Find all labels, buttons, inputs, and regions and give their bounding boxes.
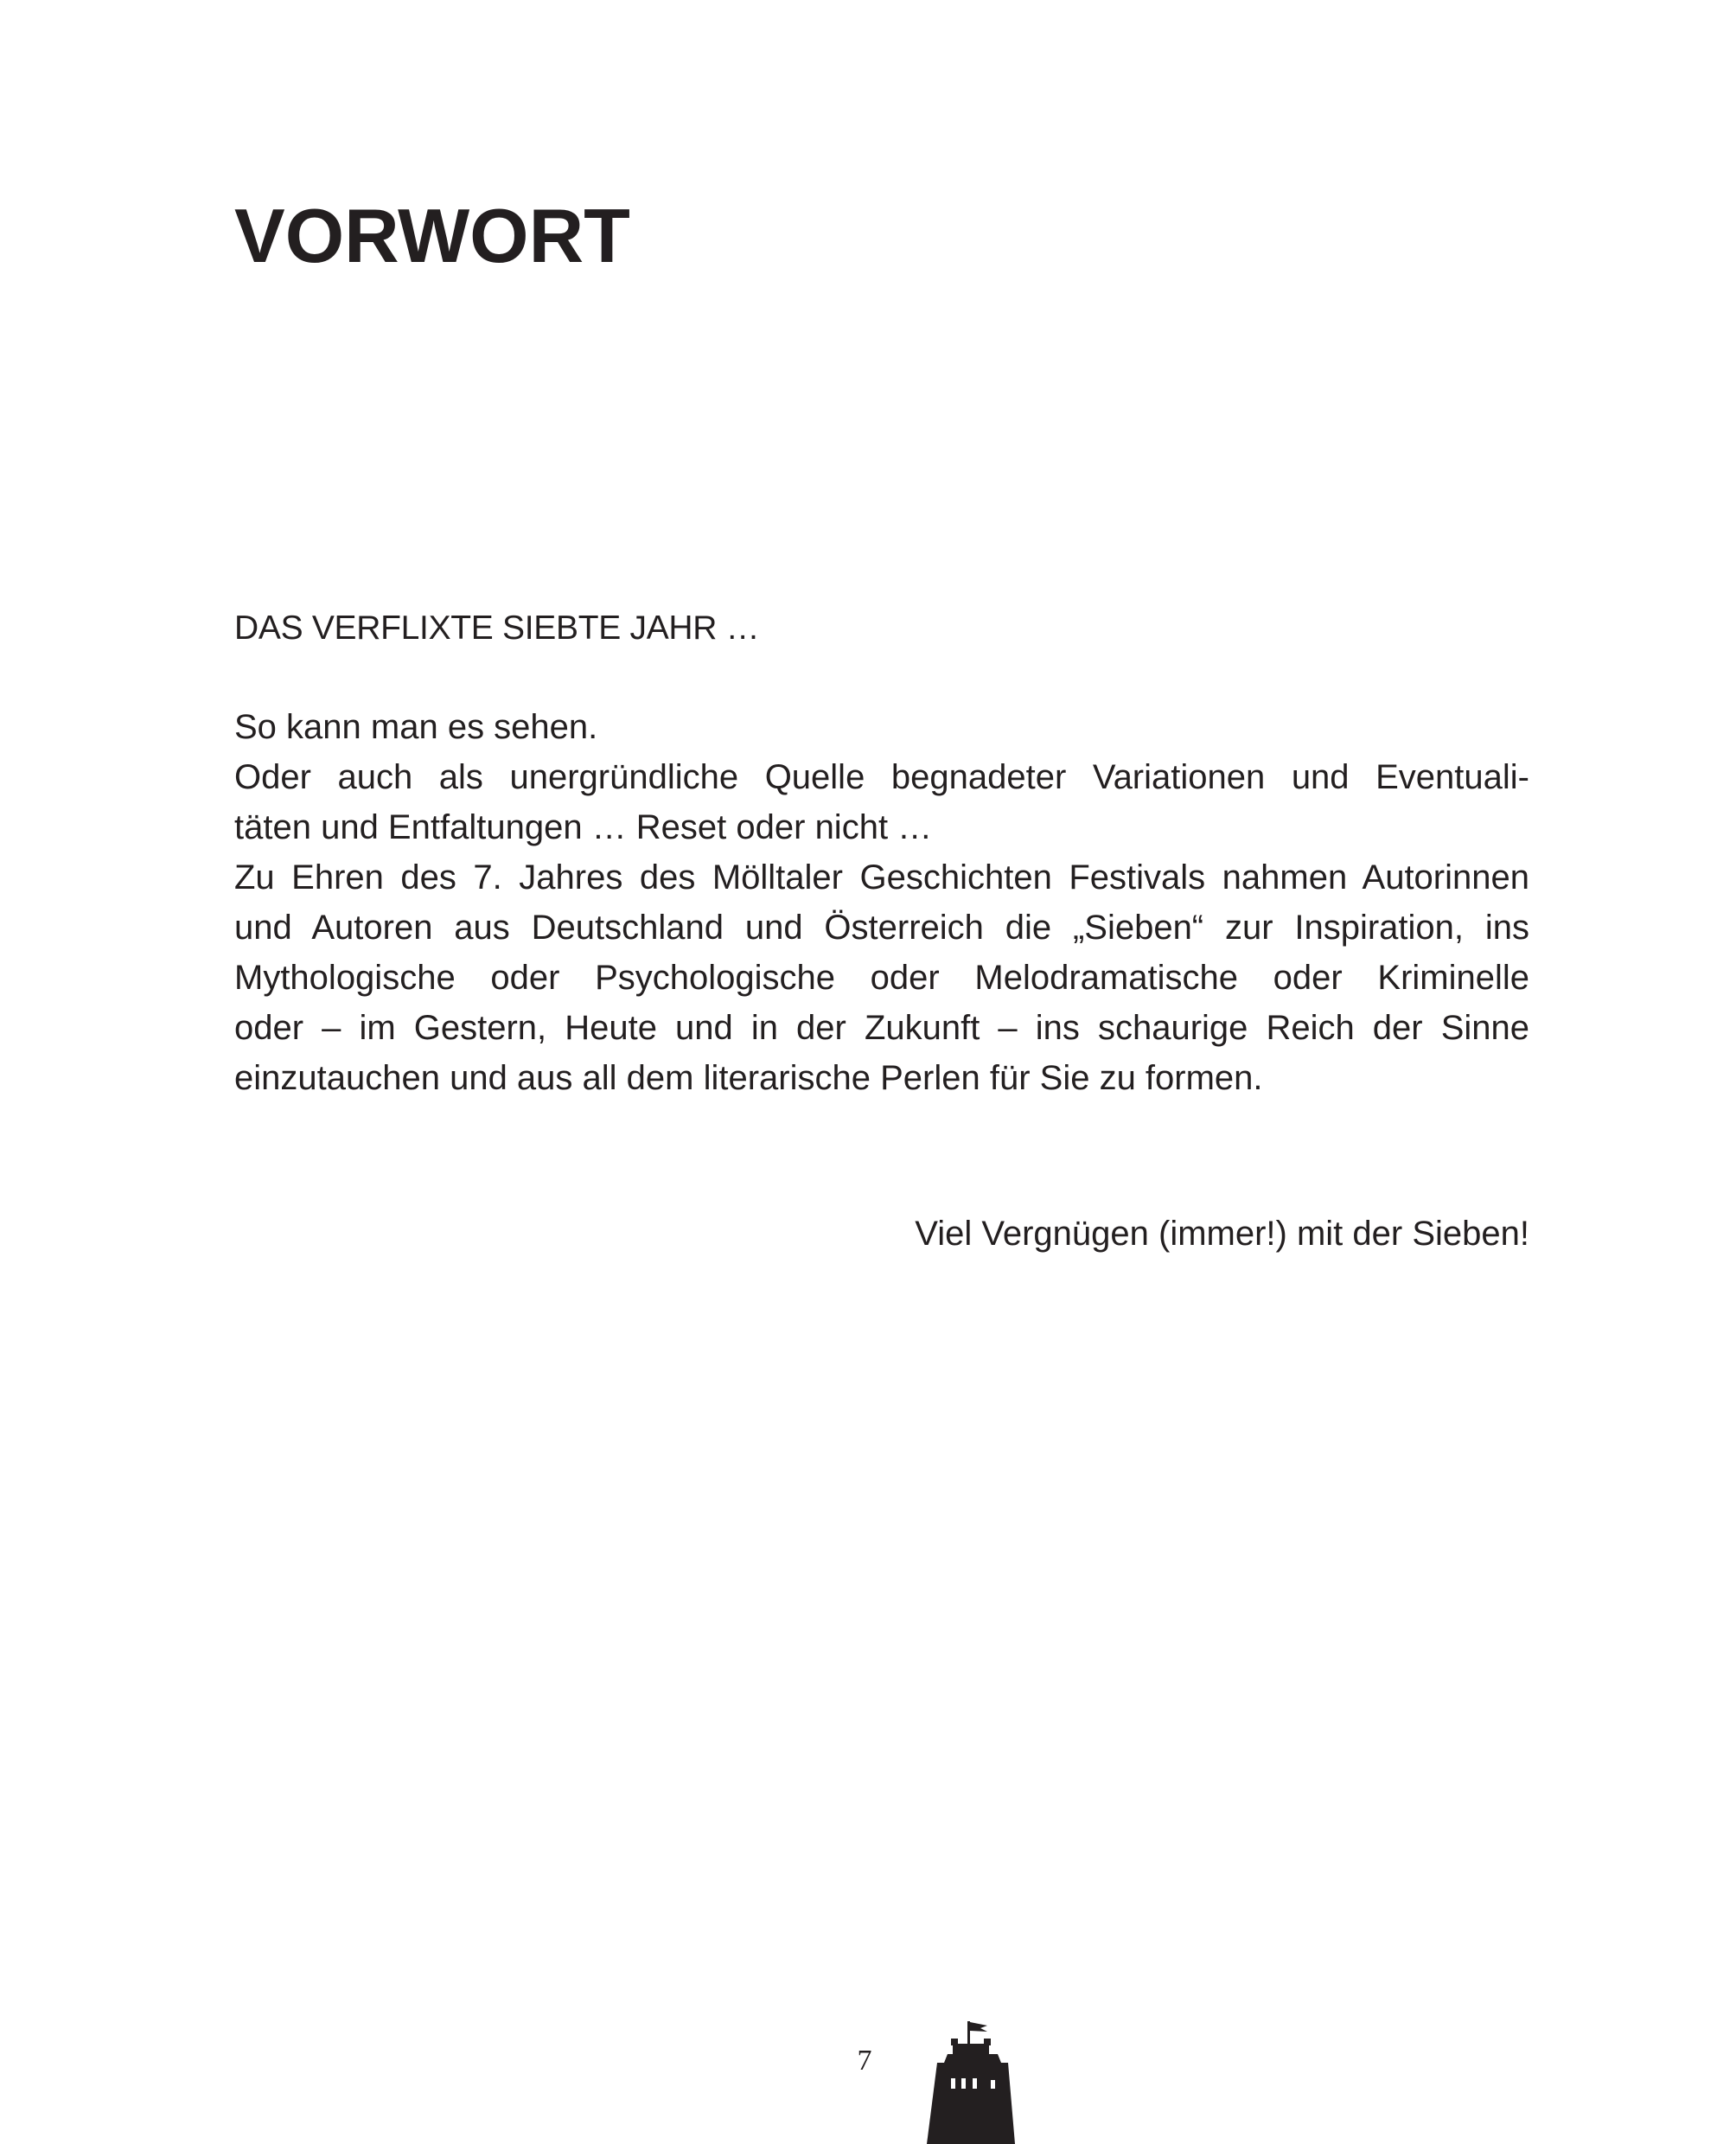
body-line: Zu Ehren des 7. Jahres des Mölltaler Geschichten Festivals nahmen Autorinnen — [234, 858, 1529, 897]
closing-line: Viel Vergnügen (immer!) mit der Sieben! — [915, 1215, 1529, 1253]
body-line: Oder auch als unergründliche Quelle begnadeter Variationen und Eventuali- — [234, 758, 1529, 796]
body-line: täten und Entfaltungen … Reset oder nicht … — [234, 808, 933, 846]
page-title: VORWORT — [234, 193, 630, 278]
page-number: 7 — [857, 2045, 872, 2077]
body-line: und Autoren aus Deutschland und Österreich die „Sieben“ zur Inspiration, ins — [234, 909, 1529, 947]
body-line: So kann man es sehen. — [234, 708, 598, 746]
body-paragraph — [234, 702, 1529, 1103]
body-line: Mythologische oder Psychologische oder Melodramatische oder Kriminelle — [234, 959, 1529, 997]
section-subheading: DAS VERFLIXTE SIEBTE JAHR … — [234, 609, 760, 647]
body-line: einzutauchen und aus all dem literarische Perlen für Sie zu formen. — [234, 1059, 1263, 1097]
castle-tower-icon — [918, 2020, 1020, 2144]
body-line: oder – im Gestern, Heute und in der Zukunft – ins schaurige Reich der Sinne — [234, 1009, 1529, 1047]
